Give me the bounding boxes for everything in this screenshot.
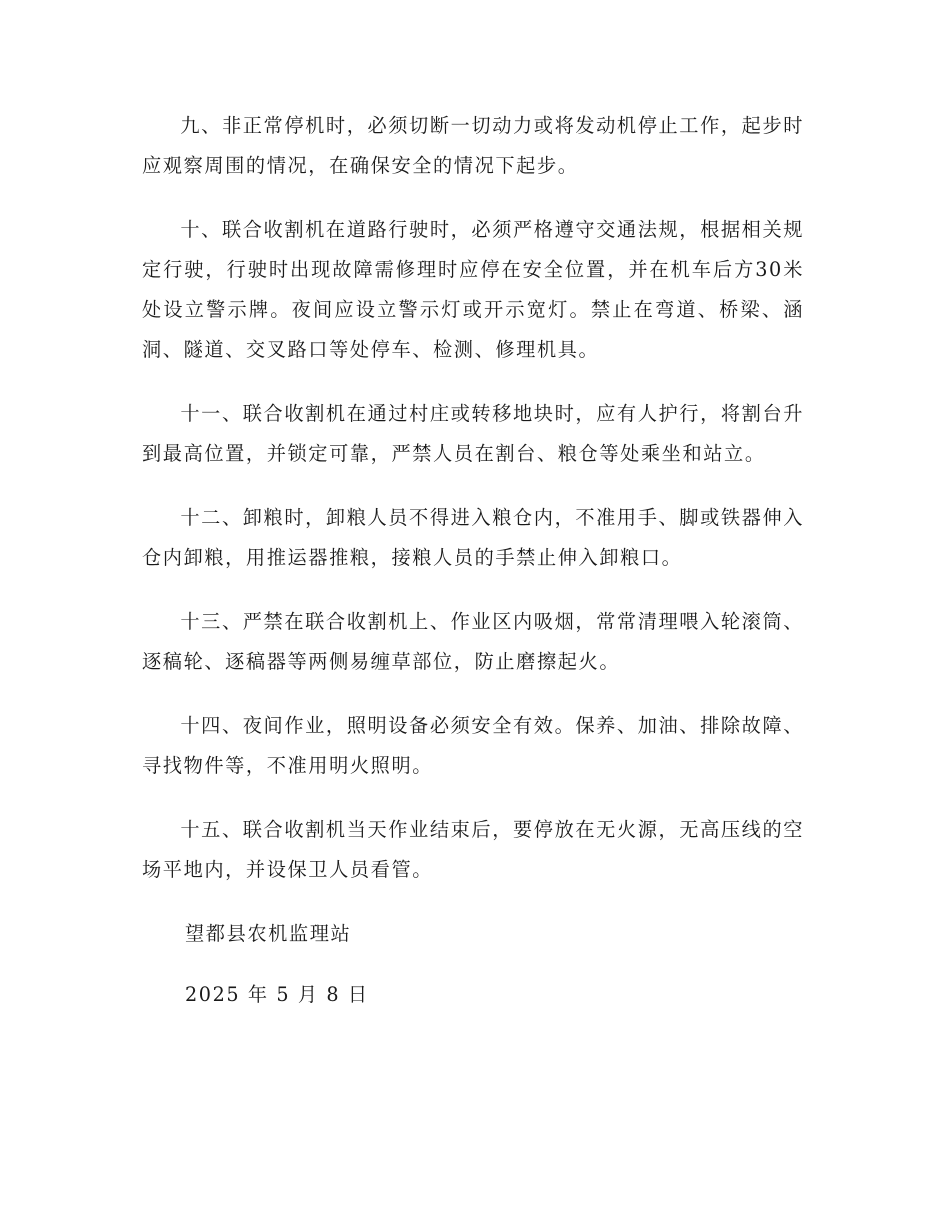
rule-paragraph-14: 十四、夜间作业，照明设备必须安全有效。保养、加油、排除故障、寻找物件等，不准用明火照明。 [142,714,805,777]
rule-paragraph-11: 十一、联合收割机在通过村庄或转移地块时，应有人护行，将割台升到最高位置，并锁定可靠，严禁人员在割台、粮仓等处乘坐和站立。 [142,402,805,465]
rule-paragraph-13: 十三、严禁在联合收割机上、作业区内吸烟，常常清理喂入轮滚筒、逐稿轮、逐稿器等两侧易缠草部位，防止磨擦起火。 [142,610,805,673]
issuing-organization: 望都县农机监理站 [185,922,352,945]
rule-paragraph-10: 十、联合收割机在道路行驶时，必须严格遵守交通法规，根据相关规定行驶，行驶时出现故障需修理时应停在安全位置，并在机车后方30米处设立警示牌。夜间应设立警示灯或开示宽灯。禁止在弯道、桥梁、涵洞、隧道、交叉路口等处停车、检测、修理机具。 [142,218,805,361]
issue-date: 2025 年 5 月 8 日 [185,983,369,1006]
rule-paragraph-9: 九、非正常停机时，必须切断一切动力或将发动机停止工作，起步时应观察周围的情况，在确保安全的情况下起步。 [142,114,805,177]
rule-paragraph-15: 十五、联合收割机当天作业结束后，要停放在无火源，无高压线的空场平地内，并设保卫人员看管。 [142,818,805,881]
document-page [142,106,804,1036]
rule-paragraph-12: 十二、卸粮时，卸粮人员不得进入粮仓内，不准用手、脚或铁器伸入仓内卸粮，用推运器推粮，接粮人员的手禁止伸入卸粮口。 [142,506,805,569]
